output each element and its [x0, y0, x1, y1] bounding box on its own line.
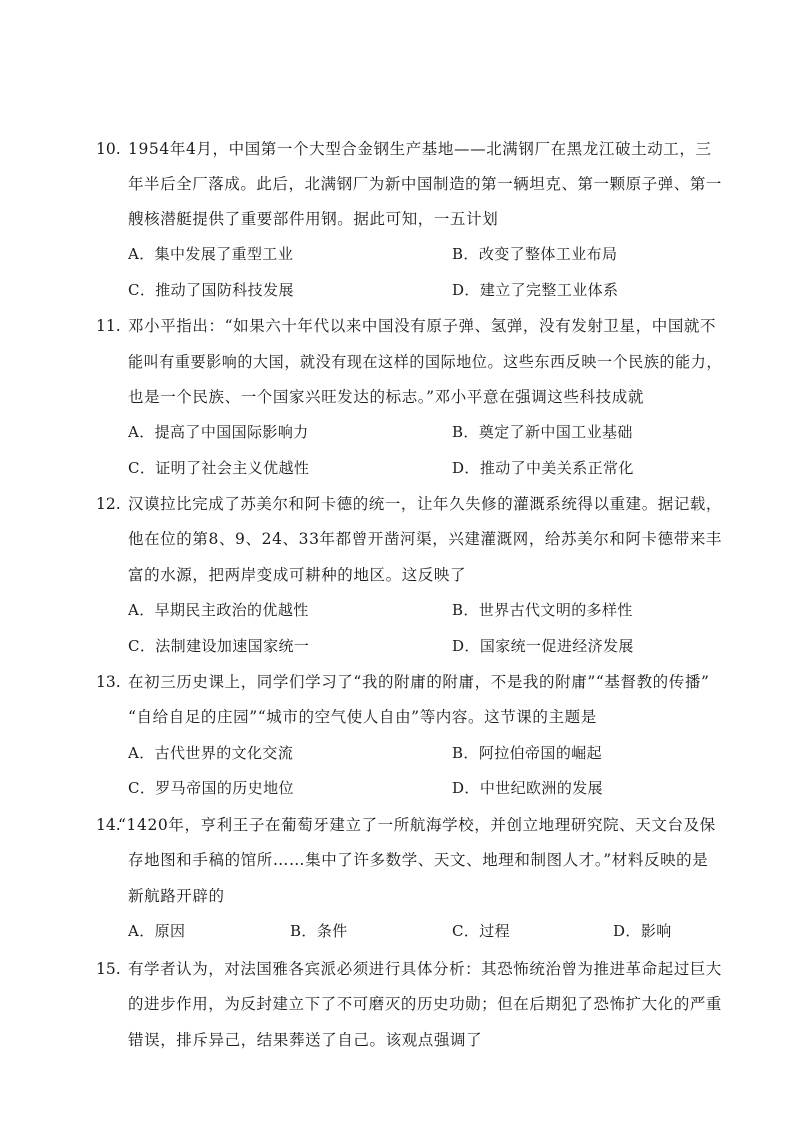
- option-a: A．提高了中国国际影响力: [128, 423, 309, 441]
- question-text-line: 能叫有重要影响的大国，就没有现在这样的国际地位。这些东西反映一个民族的能力，: [128, 353, 723, 371]
- question-number: 12.: [96, 495, 121, 513]
- question-text-line: 富的水源，把两岸变成可耕种的地区。这反映了: [128, 566, 467, 584]
- option-c: C．法制建设加速国家统一: [128, 637, 310, 655]
- question-text-line: “自给自足的庄园”“城市的空气使人自由”等内容。这节课的主题是: [128, 708, 597, 726]
- option-b: B．条件: [290, 922, 348, 940]
- question-text-line: 存地图和手稿的馆所……集中了许多数学、天文、地理和制图人才。”材料反映的是: [128, 851, 709, 869]
- question-text-line: 在初三历史课上，同学们学习了“我的附庸的附庸，不是我的附庸”“基督教的传播”: [128, 673, 710, 691]
- question-text-line: 的进步作用，为反封建立下了不可磨灭的历史功勋；但在后期犯了恐怖扩大化的严重: [128, 995, 722, 1013]
- question-text-line: “1420年，亨利王子在葡萄牙建立了一所航海学校，并创立地理研究院、天文台及保: [118, 816, 716, 834]
- question-number: 10.: [96, 140, 121, 158]
- option-a: A．早期民主政治的优越性: [128, 601, 309, 619]
- option-b: B．奠定了新中国工业基础: [452, 423, 633, 441]
- option-c: C．罗马帝国的历史地位: [128, 779, 294, 797]
- option-d: D．推动了中美关系正常化: [452, 459, 634, 477]
- option-d: D．影响: [613, 922, 672, 940]
- question-number: 13.: [96, 673, 121, 691]
- option-c: C．推动了国防科技发展: [128, 281, 294, 299]
- option-a: A．古代世界的文化交流: [128, 744, 294, 762]
- option-d: D．建立了完整工业体系: [452, 281, 619, 299]
- option-d: D．中世纪欧洲的发展: [452, 779, 604, 797]
- option-b: B．改变了整体工业布局: [452, 245, 618, 263]
- question-text-line: 汉谟拉比完成了苏美尔和阿卡德的统一，让年久失修的灌溉系统得以重建。据记载，: [128, 495, 722, 513]
- option-b: B．世界古代文明的多样性: [452, 601, 633, 619]
- option-b: B．阿拉伯帝国的崛起: [452, 744, 603, 762]
- question-number: 14.: [96, 816, 121, 834]
- question-text-line: 新航路开辟的: [128, 887, 225, 905]
- question-text-line: 有学者认为，对法国雅各宾派必须进行具体分析：其恐怖统治曾为推进革命起过巨大: [128, 960, 722, 978]
- question-text-line: 邓小平指出：“如果六十年代以来中国没有原子弹、氢弹，没有发射卫星，中国就不: [128, 317, 717, 335]
- option-a: A．集中发展了重型工业: [128, 245, 294, 263]
- question-number: 15.: [96, 960, 121, 978]
- question-text-line: 1954年4月，中国第一个大型合金钢生产基地——北满钢厂在黑龙江破土动工，三: [128, 140, 712, 158]
- option-c: C．过程: [452, 922, 511, 940]
- question-text-line: 错误，排斥异己，结果葬送了自己。该观点强调了: [128, 1031, 483, 1049]
- question-text-line: 艘核潜艇提供了重要部件用钢。据此可知，一五计划: [128, 210, 499, 228]
- question-text-line: 也是一个民族、一个国家兴旺发达的标志。”邓小平意在强调这些科技成就: [128, 388, 644, 406]
- question-text-line: 年半后全厂落成。此后，北满钢厂为新中国制造的第一辆坦克、第一颗原子弹、第一: [128, 175, 722, 193]
- option-c: C．证明了社会主义优越性: [128, 459, 310, 477]
- question-text-line: 他在位的第8、9、24、33年都曾开凿河渠，兴建灌溉网，给苏美尔和阿卡德带来丰: [128, 530, 723, 548]
- option-a: A．原因: [128, 922, 186, 940]
- question-number: 11.: [96, 317, 121, 335]
- option-d: D．国家统一促进经济发展: [452, 637, 634, 655]
